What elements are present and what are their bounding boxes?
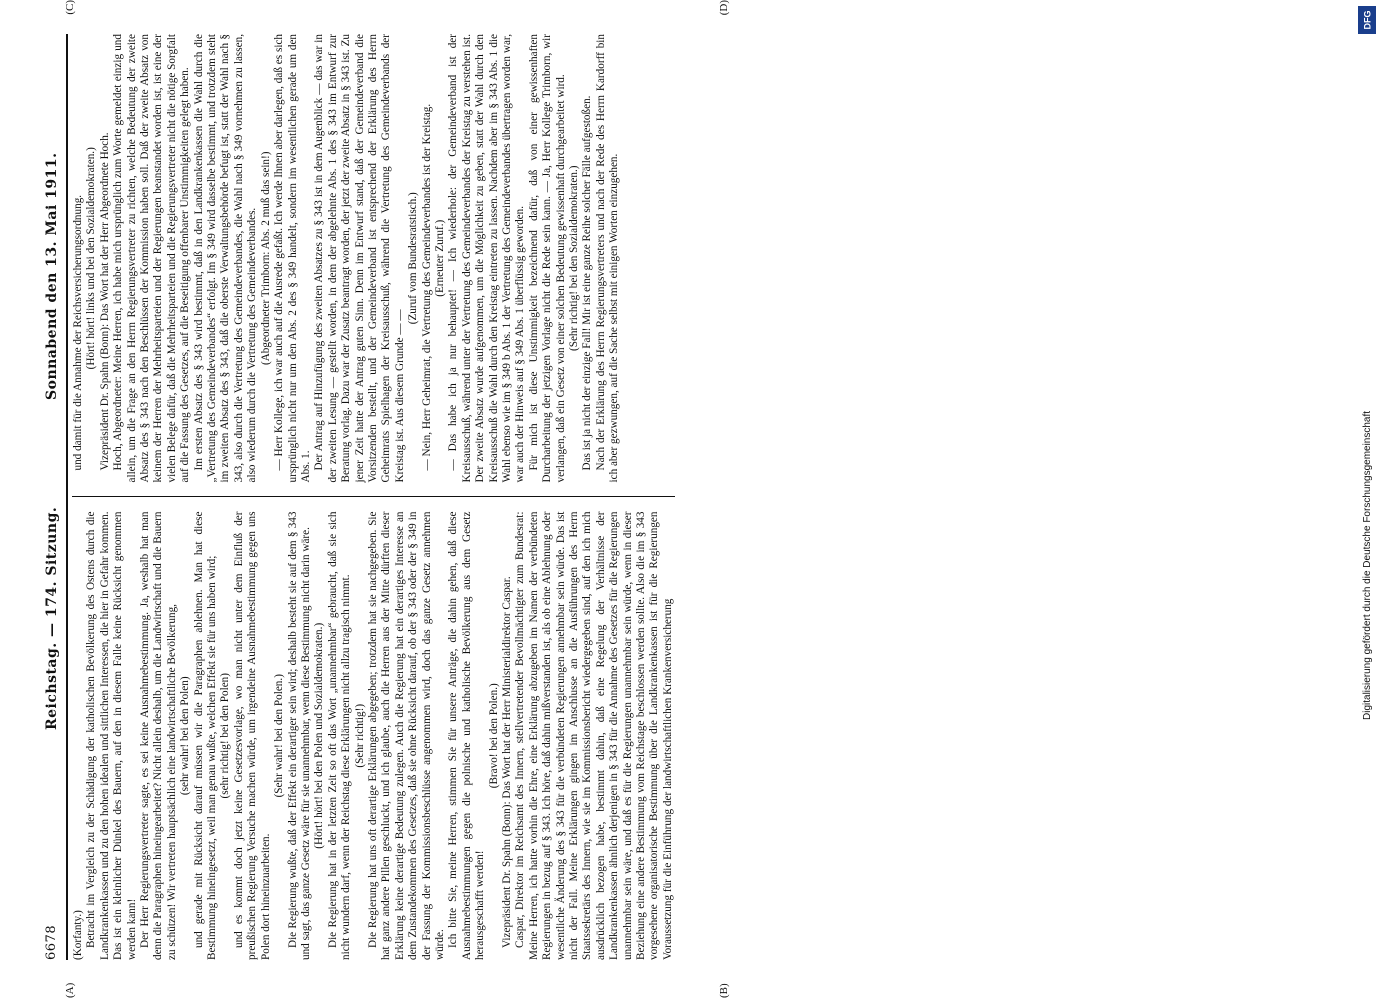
paragraph: Nach der Erklärung des Herrn Regierungsvertreters und nach der Rede des Herrn Kardorff bin ich aber gezwungen, auf die Sache selbst mit einigen Worten einzugehen.: [594, 34, 621, 483]
paragraph: und es kommt doch jetzt keine Gesetzesvorlage, wo man nicht unter dem Einfluß der preußischen Regierung Versuche machen würde, um irgendeine Ausnahmebestimmung gegen uns Polen dort hineinzuarbeiten.: [232, 511, 272, 960]
paragraph: — Herr Kollege, ich war auch auf die Ausrede gefaßt. Ich werde Ihnen aber darlegen, daß es sich ursprünglich nicht nur um den Abs. 2 des § 349 handelt, sondern im wesentlichen gerade um den Abs. 1.: [273, 34, 312, 483]
paragraph: — Nein, Herr Geheimrat, die Vertretung des Gemeindeverbandes ist der Kreistag.: [420, 103, 433, 471]
paragraph: (Sehr richtig! bei den Sozialdemokraten.): [568, 165, 581, 351]
paragraph: Das ist ja nicht der einzige Fall! Mir ist eine ganze Reihe solcher Fälle aufgestoßen.: [581, 95, 594, 471]
page-number: 6678: [44, 924, 59, 960]
paragraph: (Sehr richtig!): [353, 703, 366, 768]
paragraph: Caspar, Direktor im Reichsamt des Innern, stellvertretender Bevollmächtigter zum Bundesrat: Meine Herren, ich hatte vorhin die Ehre, eine Erklärung abzugeben im Namen der verbündeten Regierungen in bezug auf § 343. Ich höre, daß dahin mißverstanden ist, als ob eine Ablehnung oder wesentliche Änderung des § 343 für die verbündeten Regierungen annehmbar sein würde. Das ist nicht der Fall. Meine Erklärungen gingen im Anschlusse an die Ausführungen des Herrn Staatssekretärs des Innern, wie sie im Kommissionsbericht wiedergegeben sind, auf den ich mich ausdrücklich bezogen habe, bestimmt dahin, daß eine Regelung der Verhältnisse der Landkrankenkassen ähnlich derjenigen in § 343 für die Annahme des Gesetzes für die Regierungen unannehmbar sein wäre, und daß es für die Regierungen unannehmbar sein würde, wenn in dieser Beziehung eine andere Bestimmung vom Reichstage beschlossen werden sollte. Also die im § 343 vorgesehene organisatorische Bestimmung über die Landkrankenkassen ist für die Regierungen Voraussetzung für die Einführung der landwirtschaftlichen Krankenversicherung: [514, 511, 674, 960]
paragraph: Vizepräsident Dr. Spahn (Bonn): Das Wort hat der Herr Ministerialdirektor Caspar.: [501, 576, 513, 948]
paragraph: Der Herr Regierungsvertreter sagte, es sei keine Ausnahmebestimmung. Ja, weshalb hat man denn die Paragraphen hineingearbeitet? Nicht allein deshalb, um die Landwirtschaft und die Bauern zu schützen! Wir vertreten hauptsächlich eine landwirtschaftliche Bevölkerung,: [139, 511, 178, 960]
paragraph: Im ersten Absatz des § 343 wird bestimmt, daß in den Landkrankenkassen die Wahl durch die „Vertretung des Gemeindeverbandes“ erfolgt. Im § 349 wird dasselbe bestimmt, und trotzdem steht im zweiten Absatz des § 343, daß die oberste Verwaltungsbehörde befugt ist, statt der Wahl nach § 343, also durch die Vertretung des Gemeindeverbandes, die Wahl nach § 349 vornehmen zu lassen, also wiederum durch die Vertretung des Gemeindeverbandes.: [192, 34, 259, 483]
paragraph: Die Regierung wußte, daß der Effekt ein derartiger sein wird; deshalb besteht sie auf dem § 343 und sagt, das ganze Gesetz wäre für sie unannehmbar, wenn diese Bestimmung nicht darin wäre.: [286, 511, 312, 960]
left-column: [72, 512, 675, 961]
paragraph: Die Regierung hat uns oft derartige Erklärungen abgegeben; trotzdem hat sie nachgegeben. Sie hat ganz andere Pillen geschluckt, und ich glaube, auch die Herren aus der Mitte dürften dieser Erklärung keine derartige Bedeutung zulegen. Auch die Regierung hat ein derartiges Interesse an dem Zustandekommen des Gesetzes, daß sie ohne Rücksicht darauf, ob der § 343 oder der § 349 in der Fassung der Kommissionsbeschlüsse angenommen wird, doch das ganze Gesetz annehmen würde.: [366, 511, 446, 960]
right-column: [72, 34, 675, 483]
digitization-credit: Digitalisierung gefördert durch die Deutsche Forschungsgemeinschaft: [1362, 410, 1373, 720]
paragraph: Hoch, Abgeordneter: Meine Herren, ich habe mich ursprünglich zum Worte gemeldet einzig und allein, um die Frage an den Herrn Regierungsvertreter zu richten, welche Bedeutung der zweite Absatz des § 343 nach den Beschlüssen der Kommission haben soll. Daß der zweite Absatz von keinem der Herren der Mehrheitsparteien und der Regierungen beanstandet worden ist, ist eine der vielen Belege dafür, daß die Mehrheitsparteien und die Regierungsvertreter nicht die nötige Sorgfalt auf die Fassung des Gesetzes, auf die Beseitigung offenbarer Unstimmigkeiten gelegt haben.: [112, 34, 192, 483]
paragraph: Vizepräsident Dr. Spahn (Bonn): Das Wort hat der Herr Abgeordnete Hoch.: [98, 132, 111, 471]
header-date: Sonnabend den 13. Mai 1911.: [44, 152, 60, 400]
header-session: Reichstag. — 174. Sitzung.: [44, 506, 60, 730]
paragraph: (Erneuter Zuruf.): [433, 219, 446, 297]
paragraph: Betracht im Vergleich zu der Schädigung der katholischen Bevölkerung des Ostens durch die Landkrankenkassen und zu den hohen idealen und sittlichen Interessen, die hier in Gefahr kommen. Das ist ein kleinlicher Dünkel des Bauern, auf den in diesem Falle keine Rücksicht genommen werden kann!: [85, 511, 138, 960]
paragraph: Der Antrag auf Hinzufügung des zweiten Absatzes zu § 343 ist in dem Augenblick — das war in der zweiten Lesung — gestellt worden, in dem der abgelehnte Abs. 1 des § 343 im Entwurf zur Beratung vorlag. Dazu war der Zusatz beantragt worden, der jetzt der zweite Absatz in § 343 ist. Zu jener Zeit hatte der Antrag guten Sinn. Denn im Entwurf stand, daß der Gemeindeverband die Vorsitzenden bestellt, und der Gemeindeverband ist entsprechend der Erklärung des Herrn Geheimrats Spielhagen der Kreisausschuß, während die Vertretung des Gemeindeverbands der Kreistag ist. Aus diesem Grunde — —: [313, 34, 406, 483]
paragraph: (Hört! hört! links und bei den Sozialdemokraten.): [85, 147, 98, 370]
paragraph: Die Regierung hat in der letzten Zeit so oft das Wort „unannehmbar“ gebraucht, daß sie sich nicht wundern darf, wenn der Reichstag diese Erklärungen nicht allzu tragisch nimmt.: [326, 511, 353, 960]
paragraph: (Abgeordneter Trimborn: Abs. 2 muß das sein!): [259, 151, 272, 365]
paragraph: — Das habe ich ja nur behauptet! — Ich wiederhole: der Gemeindeverband ist der Kreisausschuß, während unter der Vertretung des Gemeindeverbandes der Kreistag zu verstehen ist. Der zweite Absatz wurde aufgenommen, um die Möglichkeit zu geben, statt der Wahl durch den Kreisausschuß die Wahl durch den Kreistag eintreten zu lassen. Nachdem aber im § 343 Abs. 1 die Wahl ebenso wie im § 349 b Abs. 1 der Vertretung des Gemeindeverbandes übertragen worden war, war auch der Hinweis auf § 349 Abs. 1 überflüssig geworden.: [447, 34, 527, 483]
paragraph: Ich bitte Sie, meine Herren, stimmen Sie für unsere Anträge, die dahin gehen, daß diese Ausnahmebestimmungen gegen die polnische und katholische Bevölkerung aus dem Gesetz herausgeschafft werden!: [447, 511, 487, 960]
paragraph: (Korfanty.): [72, 910, 84, 960]
paragraph: (Sehr wahr! bei den Polen.): [273, 674, 286, 798]
margin-marker-d: (D): [718, 0, 730, 16]
page-header: [44, 34, 68, 960]
dfg-logo-text: DFG: [1362, 10, 1372, 30]
credit-strip: [1362, 20, 1376, 720]
paragraph: Für mich ist diese Unstimmigkeit bezeichnend dafür, daß von einer gewissenhaften Durcharbeitung der jetzigen Vorlage nicht die Rede sein kann. — Ja, Herr Kollege Trimborn, wir verlangen, daß ein Gesetz von einer solchen Bedeutung gewissenhaft durchgearbeitet wird.: [527, 34, 567, 483]
margin-marker-a: (A): [64, 982, 76, 998]
margin-marker-b: (B): [718, 983, 730, 998]
paragraph: (Bravo! bei den Polen.): [487, 683, 500, 789]
paragraph: (sehr richtig! bei den Polen): [219, 673, 232, 799]
paragraph: und damit für die Annahme der Reichsversicherungsordnung.: [72, 194, 84, 471]
paragraph: (sehr wahr! bei den Polen): [179, 676, 192, 796]
margin-marker-c: (C): [64, 0, 76, 15]
paragraph: (Zuruf vom Bundesratstisch.): [407, 192, 420, 325]
column-divider: [72, 497, 675, 498]
paragraph: und gerade mit Rücksicht darauf müssen wir die Paragraphen ablehnen. Man hat diese Bestimmung hineingesetzt, weil man genau wußte, welchen Effekt sie für uns haben wird;: [192, 511, 219, 960]
paragraph: (Hört! hört! bei den Polen und Sozialdemokraten.): [313, 622, 326, 849]
text-columns: [72, 34, 675, 960]
